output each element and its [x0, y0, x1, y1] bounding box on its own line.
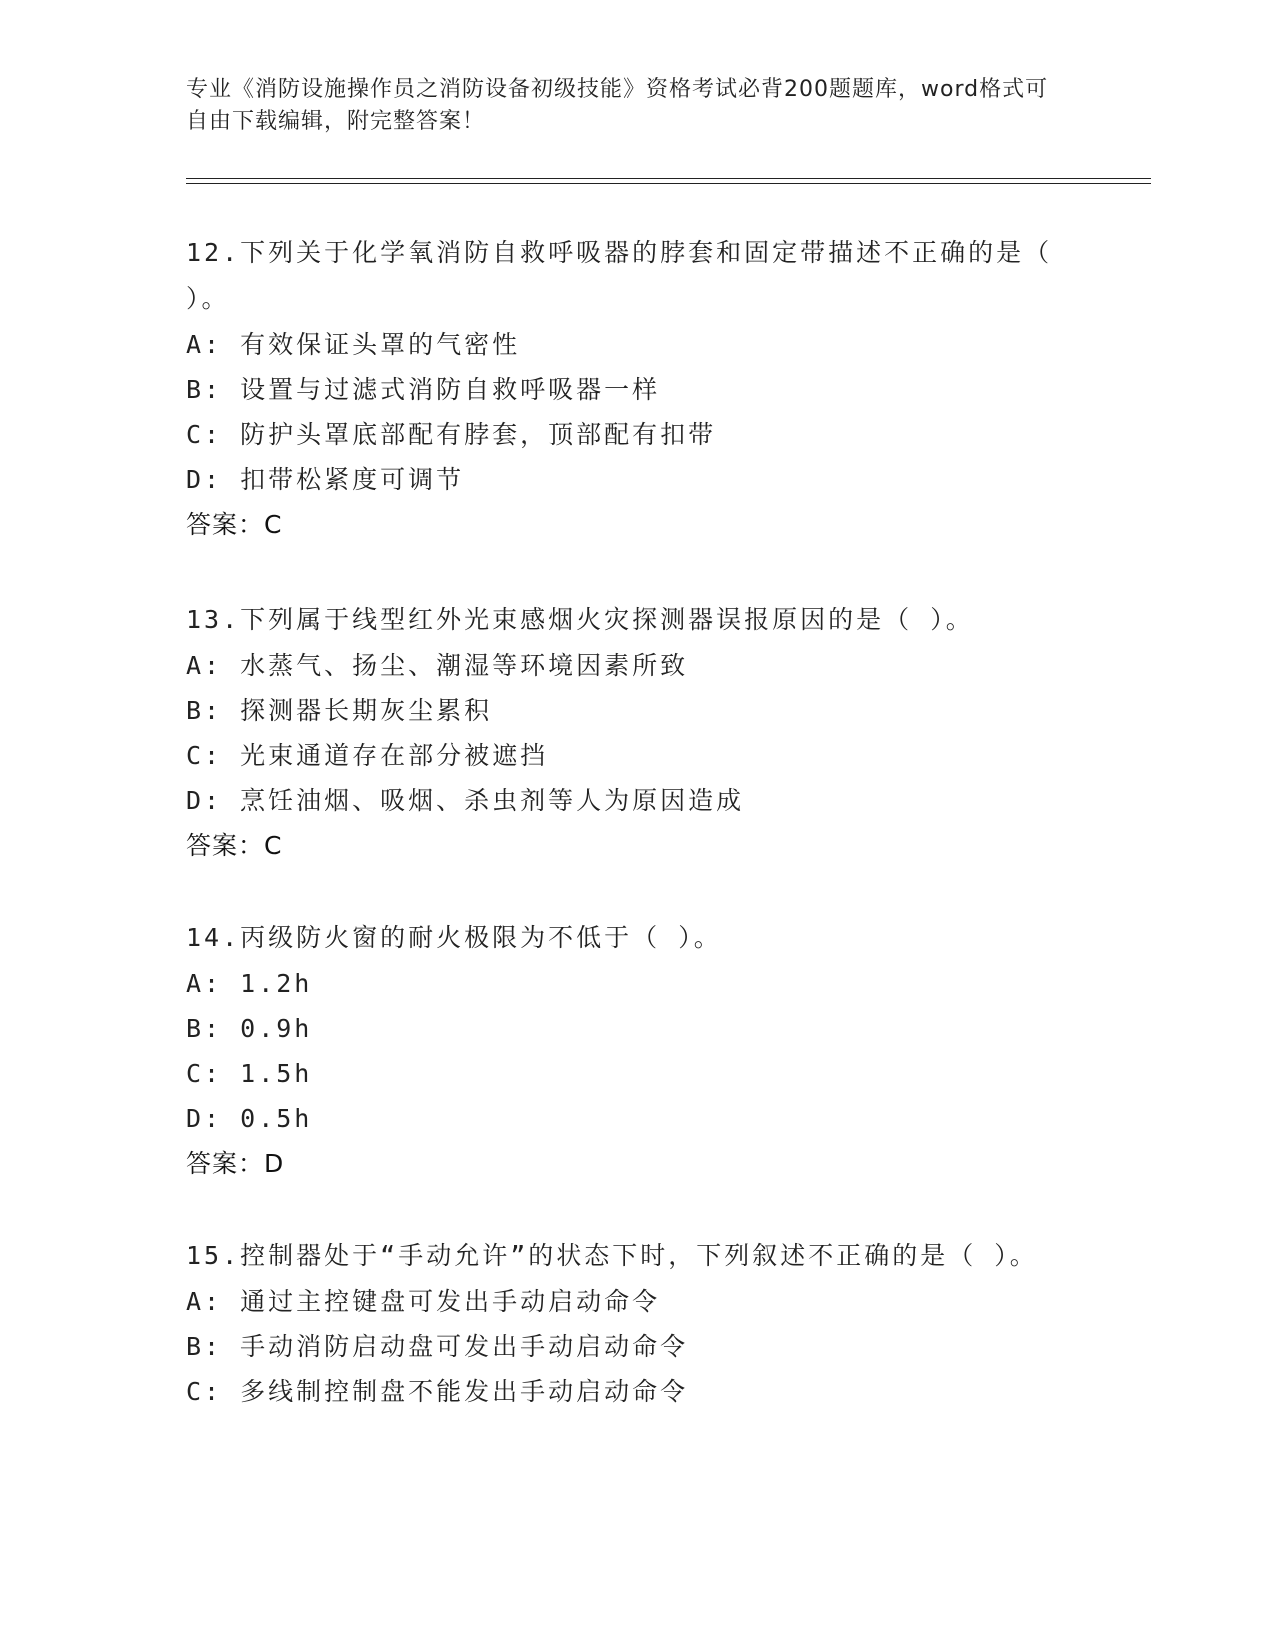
question-13	[186, 597, 1086, 869]
answer-line: 答案：D	[186, 1149, 285, 1178]
question-stem: 15.控制器处于“手动允许”的状态下时，下列叙述不正确的是（ ）。	[186, 1241, 1038, 1270]
question-stem: 14.丙级防火窗的耐火极限为不低于（ ）。	[186, 923, 722, 952]
header-divider-line	[186, 178, 1151, 179]
option-a: A: 水蒸气、扬尘、潮湿等环境因素所致	[186, 651, 689, 680]
question-stem: 12.下列关于化学氧消防自救呼吸器的脖套和固定带描述不正确的是（ ）。	[186, 238, 1053, 313]
option-c: C: 多线制控制盘不能发出手动启动命令	[186, 1377, 689, 1406]
option-d: D: 0.5h	[186, 1104, 313, 1133]
option-a: A: 通过主控键盘可发出手动启动命令	[186, 1287, 661, 1316]
option-c: C: 防护头罩底部配有脖套，顶部配有扣带	[186, 420, 717, 449]
option-d: D: 烹饪油烟、吸烟、杀虫剂等人为原因造成	[186, 786, 745, 815]
header-divider-line-second	[186, 183, 1151, 184]
option-c: C: 1.5h	[186, 1059, 313, 1088]
option-a: A: 有效保证头罩的气密性	[186, 330, 521, 359]
question-14	[186, 915, 1086, 1187]
document-header: 专业《消防设施操作员之消防设备初级技能》资格考试必背200题题库，word格式可自由下载编辑，附完整答案！	[186, 77, 1049, 134]
option-b: B: 手动消防启动盘可发出手动启动命令	[186, 1332, 689, 1361]
option-b: B: 设置与过滤式消防自救呼吸器一样	[186, 375, 661, 404]
question-15	[186, 1233, 1086, 1414]
option-b: B: 探测器长期灰尘累积	[186, 696, 493, 725]
answer-line: 答案：C	[186, 831, 283, 860]
option-a: A: 1.2h	[186, 969, 313, 998]
question-12	[186, 230, 1086, 548]
option-d: D: 扣带松紧度可调节	[186, 465, 465, 494]
option-c: C: 光束通道存在部分被遮挡	[186, 741, 549, 770]
option-b: B: 0.9h	[186, 1014, 313, 1043]
answer-line: 答案：C	[186, 510, 283, 539]
question-stem: 13.下列属于线型红外光束感烟火灾探测器误报原因的是（ ）。	[186, 605, 974, 634]
